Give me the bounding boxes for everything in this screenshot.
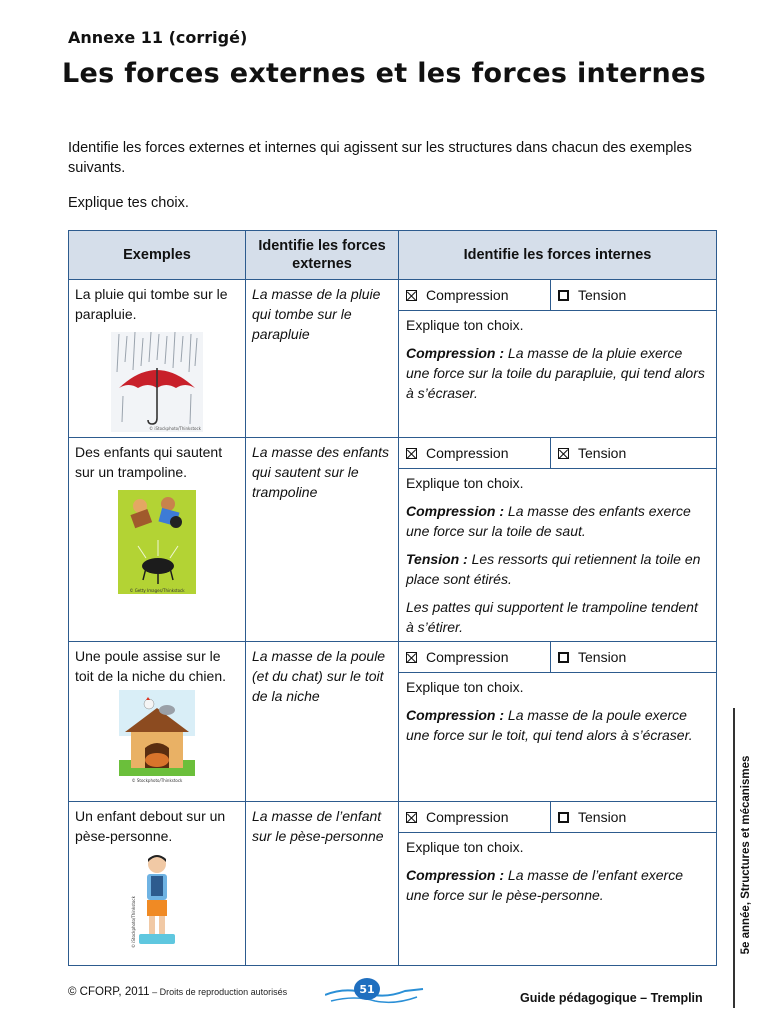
footer-guide: Guide pédagogique – Tremplin (520, 991, 703, 1005)
checkbox-row (399, 642, 716, 673)
example-text: Des enfants qui sautent sur un trampoline. (75, 444, 223, 480)
copyright-text: © CFORP, 2011 (68, 986, 150, 998)
header-internal: Identifie les forces internes (399, 231, 717, 280)
external-force-cell: La masse de la pluie qui tombe sur le parapluie (246, 280, 399, 438)
compression-label: Compression (426, 287, 509, 303)
example-cell (69, 802, 246, 966)
tension-label: Tension (578, 809, 627, 825)
example-text: Une poule assise sur le toit de la niche du chien. (75, 648, 226, 684)
explain-prompt: Explique tes choix. (68, 195, 189, 211)
tension-checkbox-unchecked[interactable] (558, 812, 569, 823)
external-force-cell: La masse de la poule (et du chat) sur le toit de la niche (246, 642, 399, 802)
tension-option[interactable] (551, 280, 716, 310)
explanation-block (399, 673, 716, 757)
tension-checkbox-unchecked[interactable] (558, 652, 569, 663)
sidebar-label: 5e année, Structures et mécanismes (740, 755, 752, 955)
compression-label: Compression (426, 649, 509, 665)
example-text: La pluie qui tombe sur le parapluie. (75, 286, 228, 322)
explanation-text: Les pattes qui supportent le trampoline tendent à s’étirer. (406, 599, 698, 635)
umbrella-rain-image (111, 332, 203, 432)
table-row (69, 280, 717, 438)
compression-option[interactable] (399, 802, 551, 832)
checkbox-row (399, 280, 716, 311)
explanation-paragraph (406, 501, 709, 541)
rights-text: – Droits de reproduction autorisés (149, 987, 288, 997)
internal-force-cell (399, 642, 717, 802)
explanation-text: La masse de la poule exerce une force sur le toit, qui tend alors à s’écraser. (406, 707, 693, 743)
annex-label: Annexe 11 (corrigé) (68, 28, 248, 47)
internal-force-cell (399, 438, 717, 642)
table-header-row (69, 231, 717, 280)
checkbox-row (399, 438, 716, 469)
compression-option[interactable] (399, 642, 551, 672)
compression-checkbox-checked[interactable] (406, 812, 417, 823)
explanation-text: La masse de la pluie exerce une force sur la toile du parapluie, qui tend alors à s’écraser. (406, 345, 705, 401)
compression-checkbox-checked[interactable] (406, 290, 417, 301)
photo-credit: © Getty Images/Thinkstock (129, 588, 185, 593)
explanation-term: Compression : (406, 707, 505, 723)
compression-label: Compression (426, 445, 509, 461)
page-number-badge (325, 975, 425, 1007)
header-examples: Exemples (69, 231, 246, 280)
doghouse-image (119, 690, 195, 784)
tension-option[interactable] (551, 802, 716, 832)
example-cell (69, 642, 246, 802)
tension-option[interactable] (551, 642, 716, 672)
compression-option[interactable] (399, 438, 551, 468)
explanation-term: Compression : (406, 867, 505, 883)
tension-checkbox-unchecked[interactable] (558, 290, 569, 301)
checkbox-row (399, 802, 716, 833)
table-row (69, 642, 717, 802)
forces-table (68, 230, 717, 966)
explanation-block (399, 469, 716, 641)
example-text: Un enfant debout sur un pèse-personne. (75, 808, 226, 844)
table-row (69, 802, 717, 966)
child-on-scale-image (127, 850, 187, 954)
tension-label: Tension (578, 649, 627, 665)
explanation-text: La masse de l’enfant exerce une force sur le pèse-personne. (406, 867, 684, 903)
compression-option[interactable] (399, 280, 551, 310)
explanation-block (399, 311, 716, 415)
compression-checkbox-checked[interactable] (406, 448, 417, 459)
explanation-term: Tension : (406, 551, 468, 567)
explanation-paragraph (406, 705, 709, 745)
page-number: 51 (359, 983, 375, 996)
explanation-text: La masse des enfants exerce une force sur la toile de saut. (406, 503, 691, 539)
explanation-text: Les ressorts qui retiennent la toile en place sont étirés. (406, 551, 701, 587)
tension-label: Tension (578, 287, 627, 303)
tension-label: Tension (578, 445, 627, 461)
compression-label: Compression (426, 809, 509, 825)
explanation-paragraph (406, 597, 709, 637)
explanation-paragraph (406, 343, 709, 403)
external-force-cell: La masse des enfants qui sautent sur le trampoline (246, 438, 399, 642)
explanation-block (399, 833, 716, 917)
footer-copyright (68, 986, 287, 998)
explanation-term: Compression : (406, 503, 505, 519)
header-external: Identifie les forces externes (246, 231, 399, 280)
tension-option[interactable] (551, 438, 716, 468)
explain-label: Explique ton choix. (406, 317, 524, 333)
photo-credit: © iStockphoto/Thinkstock (149, 426, 201, 431)
explanation-paragraph (406, 549, 709, 589)
explanation-paragraph (406, 865, 709, 905)
trampoline-image (118, 490, 196, 594)
page-title: Les forces externes et les forces internes (62, 58, 706, 89)
photo-credit: © iStockphoto/Thinkstock (131, 896, 136, 948)
explanation-term: Compression : (406, 345, 505, 361)
tension-checkbox-checked[interactable] (558, 448, 569, 459)
compression-checkbox-checked[interactable] (406, 652, 417, 663)
internal-force-cell (399, 280, 717, 438)
explain-label: Explique ton choix. (406, 839, 524, 855)
explain-label: Explique ton choix. (406, 475, 524, 491)
example-cell (69, 280, 246, 438)
sidebar-divider (733, 708, 735, 1008)
table-row (69, 438, 717, 642)
instruction-text: Identifie les forces externes et internes qui agissent sur les structures dans chacun des exemples suivants. (68, 140, 692, 176)
internal-force-cell (399, 802, 717, 966)
photo-credit: © Stockphoto/Thinkstock (131, 778, 183, 783)
explain-label: Explique ton choix. (406, 679, 524, 695)
external-force-cell: La masse de l’enfant sur le pèse-personne (246, 802, 399, 966)
example-cell (69, 438, 246, 642)
